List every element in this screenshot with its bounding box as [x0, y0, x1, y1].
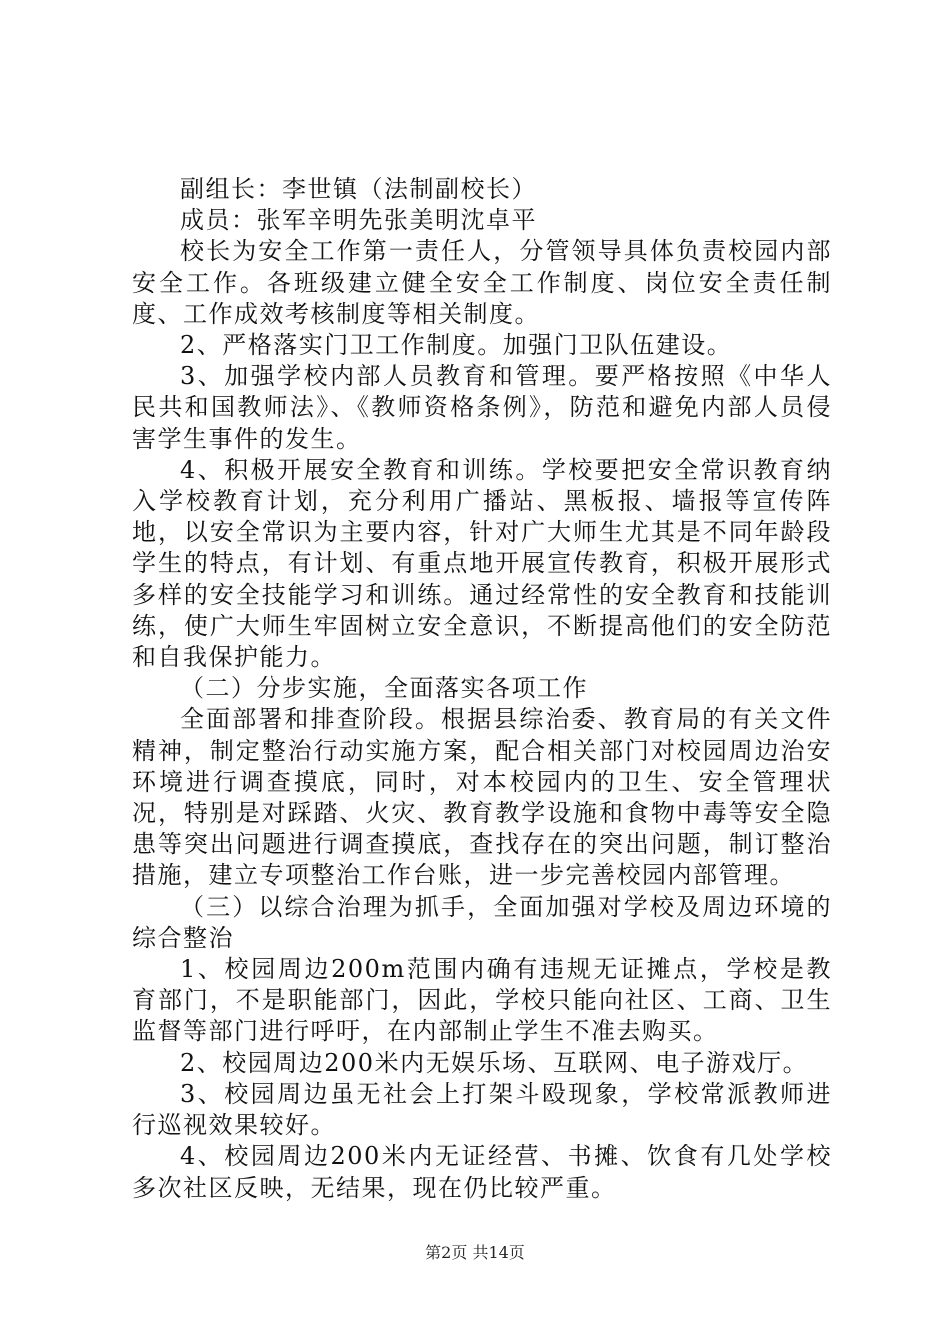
paragraph-principal-responsibility: 校长为安全工作第一责任人，分管领导具体负责校园内部安全工作。各班级建立健全安全工作制度、岗位安全责任制度、工作成效考核制度等相关制度。 [132, 237, 832, 328]
section-heading-2: （二）分步实施，全面落实各项工作 [180, 674, 588, 703]
paragraph-surrounding-4: 4、校园周边200米内无证经营、书摊、饮食有几处学校多次社区反映，无结果，现在仍比较严重。 [132, 1142, 832, 1202]
paragraph-deputy-leader: 副组长：李世镇（法制副校长） [180, 175, 537, 203]
paragraph-surrounding-1: 1、校园周边200m范围内确有违规无证摊点，学校是教育部门，不是职能部门，因此，学校只能向社区、工商、卫生监督等部门进行呼吁，在内部制止学生不准去购买。 [132, 955, 832, 1046]
page-footer: 第2页 共14页 [425, 1243, 525, 1262]
paragraph-surrounding-2: 2、校园周边200米内无娱乐场、互联网、电子游戏厅。 [180, 1048, 809, 1077]
paragraph-deployment: 全面部署和排查阶段。根据县综治委、教育局的有关文件精神，制定整治行动实施方案，配合相关部门对校园周边治安环境进行调查摸底，同时，对本校园内的卫生、安全管理状况，特别是对踩踏、火灾、教育教学设施和食物中毒等安全隐患等突出问题进行调查摸底，查找存在的突出问题，制订整治措施，建立专项整治工作台账，进一步完善校园内部管理。 [132, 705, 832, 890]
paragraph-members: 成员：张军辛明先张美明沈卓平 [180, 206, 537, 235]
paragraph-item-2-guard: 2、严格落实门卫工作制度。加强门卫队伍建设。 [180, 331, 733, 360]
paragraph-surrounding-3: 3、校园周边虽无社会上打架斗殴现象，学校常派教师进行巡视效果较好。 [132, 1079, 832, 1140]
paragraph-item-3-staff: 3、加强学校内部人员教育和管理。要严格按照《中华人民共和国教师法》、《教师资格条例》，防范和避免内部人员侵害学生事件的发生。 [132, 362, 832, 453]
paragraph-item-4-education: 4、积极开展安全教育和训练。学校要把安全常识教育纳入学校教育计划，充分利用广播站、黑板报、墙报等宣传阵地，以安全常识为主要内容，针对广大师生尤其是不同年龄段学生的特点，有计划、有重点地开展宣传教育，积极开展形式多样的安全技能学习和训练。通过经常性的安全教育和技能训练，使广大师生牢固树立安全意识，不断提高他们的安全防范和自我保护能力。 [132, 455, 832, 672]
document-body [132, 174, 832, 1204]
section-heading-3: （三）以综合治理为抓手，全面加强对学校及周边环境的综合整治 [132, 892, 832, 952]
